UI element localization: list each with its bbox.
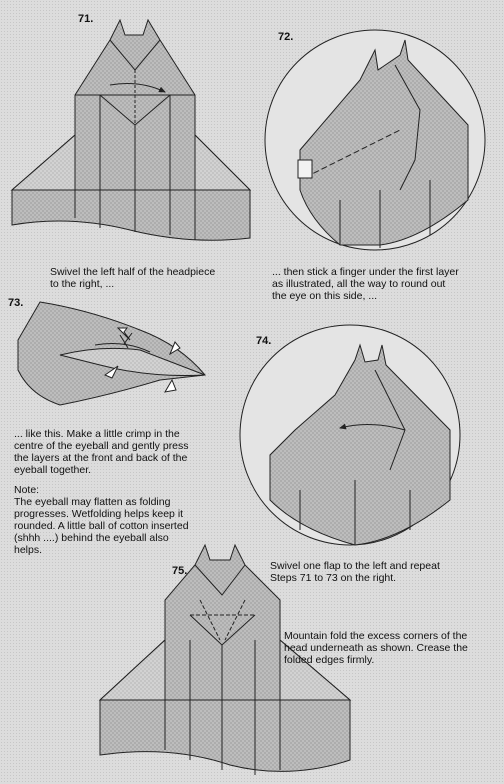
- caption-line: to the right, ...: [50, 278, 115, 290]
- step-72-number: 72.: [278, 31, 294, 43]
- caption-line: head underneath as shown. Crease the: [284, 642, 468, 654]
- caption-line: the eye on this side, ...: [272, 290, 378, 302]
- note-line: rounded. A little ball of cotton inserted: [14, 520, 189, 532]
- caption-line: centre of the eyeball and gently press: [14, 440, 189, 452]
- step-74-figure: [240, 325, 460, 545]
- step-75-caption: [284, 630, 468, 666]
- caption-line: Mountain fold the excess corners of the: [284, 630, 468, 642]
- caption-line: Swivel one flap to the left and repeat: [270, 560, 440, 572]
- caption-line: ... like this. Make a little crimp in the: [14, 428, 180, 440]
- caption-line: folded edges firmly.: [284, 654, 375, 666]
- note-label: Note:: [14, 484, 40, 496]
- step-74-caption: [270, 560, 440, 584]
- note-line: progresses. Wetfolding helps keep it: [14, 508, 184, 520]
- caption-line: Steps 71 to 73 on the right.: [270, 572, 397, 584]
- step-74-number: 74.: [256, 335, 272, 347]
- step-73-figure: [18, 302, 205, 405]
- step-71-figure: [12, 20, 250, 240]
- note-line: helps.: [14, 544, 43, 556]
- caption-line: eyeball together.: [14, 464, 92, 476]
- step-71-number: 71.: [78, 13, 94, 25]
- step-73-caption: [14, 428, 189, 476]
- step-72-caption: [272, 266, 459, 302]
- step-73-number: 73.: [8, 297, 24, 309]
- step-72-figure: [265, 30, 485, 250]
- note-line: (shhh ....) behind the eyeball also: [14, 532, 169, 544]
- caption-line: Swivel the left half of the headpiece: [50, 266, 216, 278]
- step-71-caption: [50, 266, 215, 290]
- note: [14, 484, 189, 556]
- caption-line: the layers at the front and back of the: [14, 452, 188, 464]
- caption-line: ... then stick a finger under the first layer: [272, 266, 459, 278]
- step-75-number: 75.: [172, 565, 188, 577]
- note-line: The eyeball may flatten as folding: [14, 496, 171, 508]
- caption-line: as illustrated, all the way to round out: [272, 278, 446, 290]
